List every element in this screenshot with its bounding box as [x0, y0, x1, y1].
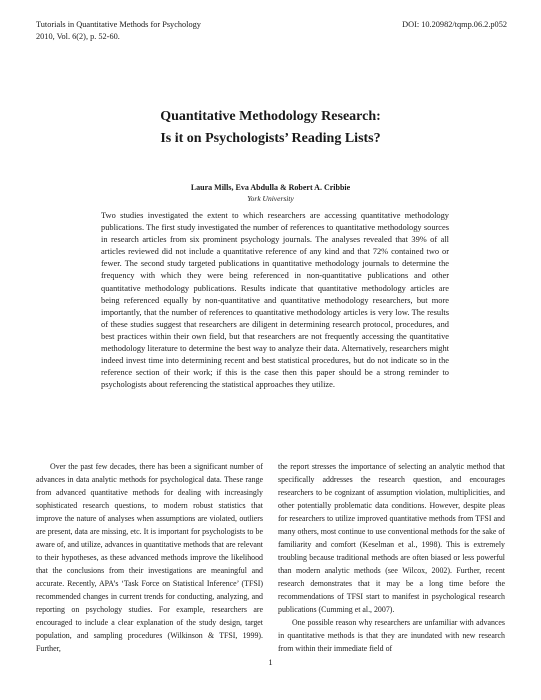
- body-column-right: [278, 460, 505, 655]
- title-line-1: Quantitative Methodology Research:: [160, 109, 381, 124]
- running-header-journal: [36, 19, 201, 43]
- doi[interactable]: DOI: 10.20982/tqmp.06.2.p052: [402, 20, 507, 29]
- body-paragraph: One possible reason why researchers are unfamiliar with advances in quantitative methods is that they are inundated with new research from within their immediate field of: [278, 618, 505, 653]
- title-line-2: Is it on Psychologists’ Reading Lists?: [160, 131, 381, 146]
- body-column-left: [36, 460, 263, 655]
- page-number: 1: [268, 657, 273, 667]
- body-paragraph: Over the past few decades, there has been a significant number of advances in data analytic methods for psychological data. These range from advanced quantitative methods for dealing with increasingly sophisticated research questions, to modern robust statistics that improve the nature of analyses when assumptions are violated, outliers are present, data are missing, etc. It is important for psychologists to be aware of, and utilize, advances in quantitative methods that are relevant to their hypotheses, as these advanced methods improve the likelihood that the conclusions from their investigations are meaningful and accurate. Recently, APA’s ‘Task Force on Statistical Inference’ (TFSI) recommended changes in current trends for conducting, analyzing, and reporting on psychology studies. For example, researchers are encouraged to include a clear explanation of the study design, target population, and sampling procedures (Wilkinson & TFSI, 1999). Further,: [36, 462, 263, 653]
- paper-title: [0, 106, 541, 150]
- authors: Laura Mills, Eva Abdulla & Robert A. Cribbie: [190, 183, 351, 192]
- affiliation: York University: [247, 194, 294, 203]
- body-paragraph: the report stresses the importance of selecting an analytic method that specifically addresses the research question, and encourages researchers to be cognizant of assumption violation, multiplicities, and other potentially problematic data conditions. However, despite pleas for researchers to utilize improved quantitative methods from TFSI and many others, most continue to use conventional methods for the sake of familiarity and comfort (Keselman et al., 1998). This is extremely troubling because traditional methods are often biased or less powerful than modern analytic methods (see Wilcox, 2002). Further, recent research demonstrates that it may be a long time before the recommendations of TFSI start to manifest in psychological research publications (Cumming et al., 2007).: [278, 462, 505, 614]
- abstract: Two studies investigated the extent to which researchers are accessing quantitative methodology publications. The first study investigated the number of references to quantitative methodology sources in research articles from six prominent psychology journals. The analyses revealed that 39% of all articles reviewed did not include a quantitative reference of any kind and that 72% contained two or fewer. The second study targeted publications in quantitative methodology journals to determine the frequency with which they were being referenced in non-quantitative publications and other quantitative methodology publications. Results indicate that quantitative methodology articles are being referenced equally by non-quantitative and quantitative methodology researchers, but more importantly, that the number of references to quantitative methodology articles is very low. The results of these studies suggest that researchers are diligent in determining research protocol, procedures, and best practices within their own field, but that researchers are not frequently accessing the quantitative methodology literature to determine the best way to analyze their data. Alternatively, researchers might indeed invest time into determining recent and best statistical procedures, but do not indicate so in the reference section of their work; if this is the case then this paper should be a strong reminder to psychologists about referencing the statistical approaches they utilize.: [101, 211, 449, 390]
- journal-volume: 2010, Vol. 6(2), p. 52-60.: [36, 32, 120, 41]
- journal-name: Tutorials in Quantitative Methods for Psychology: [36, 20, 201, 29]
